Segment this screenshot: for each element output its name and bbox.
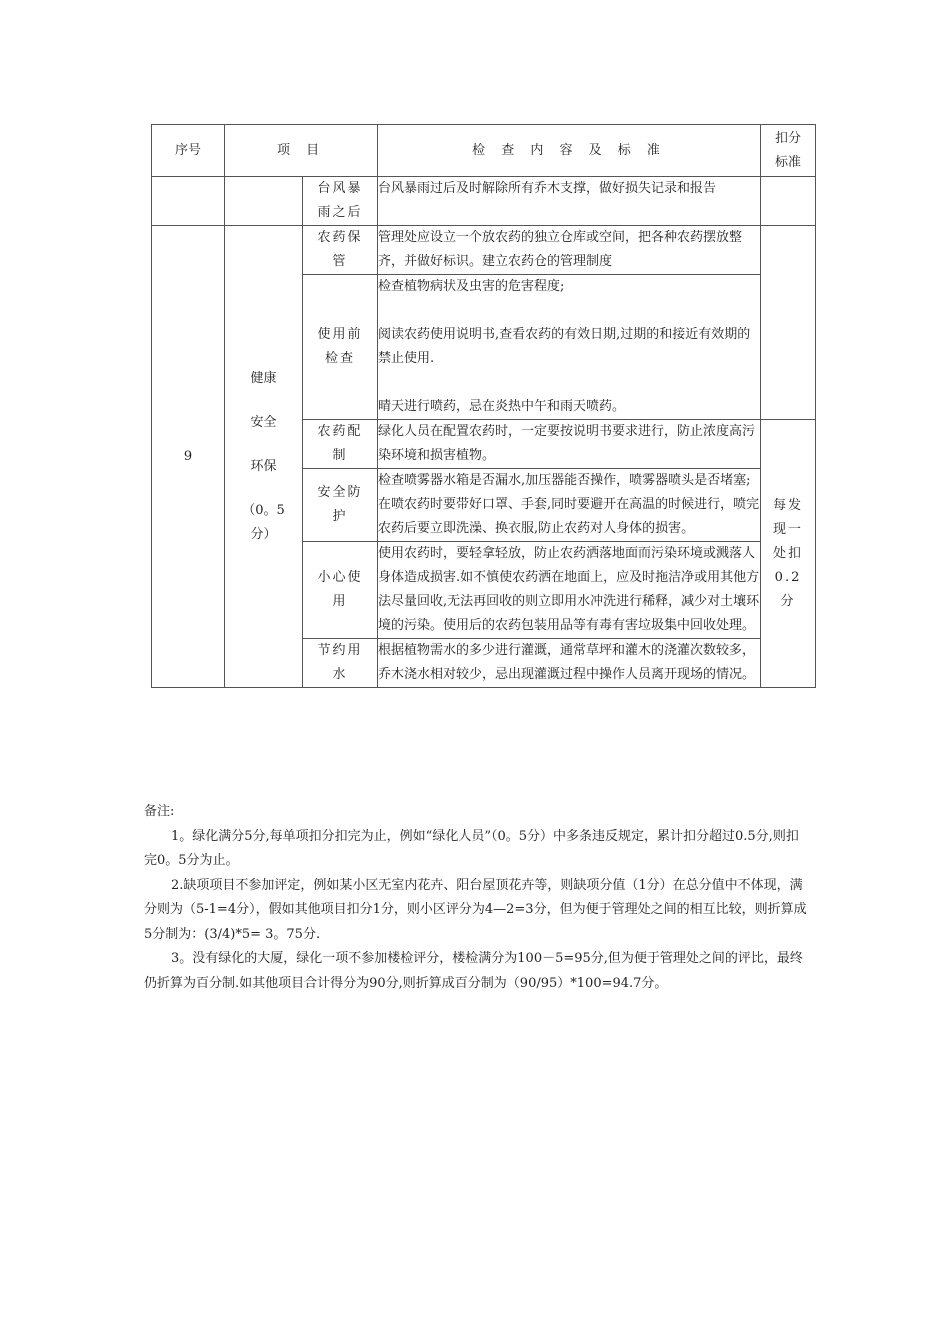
content-typhoon [378,177,761,226]
content-storage-text: 管理处应设立一个放农药的独立仓库或空间，把各种农药摆放整齐，并做好标识。建立农药仓的管理制度 [378,230,743,269]
category-line-5: 分） [250,526,277,542]
content-safety [378,469,761,542]
content-careful [378,542,761,639]
header-deduct-label: 扣分标准 [775,130,802,170]
subitem-careful-label: 小心使用 [317,570,363,609]
header-row [152,125,816,177]
note-1: 1。绿化满分5分,每单项扣分扣完为止，例如“绿化人员”（0。5分）中多条违反规定，累计扣分超过0.5分,则扣完0。5分为止。 [144,828,799,868]
subitem-storage [303,226,378,275]
content-careful-text: 使用农药时，要轻拿轻放，防止农药洒落地面而污染环境或溅落人身体造成损害.如不慎使农药洒在地面上，应及时拖洁净或用其他方法尽量回收,无法再回收的则立即用水冲洗进行稀释，减少对土壤环境的污染。使用后的农药包装用品等有毒有害垃圾集中回收处理。 [378,546,760,633]
header-standard: 检 查 内 容 及 标 准 [378,125,761,177]
notes-title: 备注: [144,804,175,819]
category-line-4: （0。5 [242,502,285,518]
empty-cat-cell [225,177,303,226]
subitem-water-label: 节约用水 [317,643,363,682]
section-category [225,226,303,688]
row-typhoon [152,177,816,226]
content-safety-line-1: 检查喷雾器水箱是否漏水,加压器能否操作，喷雾器喷头是否堵塞; [378,473,751,488]
subitem-mixing-label: 农药配制 [317,424,363,463]
category-line-1: 健康 [250,370,277,386]
content-precheck-line-1: 检查植物病状及虫害的危害程度; [378,279,565,294]
empty-num-cell [152,177,225,226]
subitem-safety-label: 安全防护 [317,485,363,524]
content-safety-line-2: 在喷农药时要带好口罩、手套,同时要避开在高温的时候进行，喷完农药后要立即洗澡、换衣服,防止农药对人身体的损害。 [378,497,760,536]
empty-deduct-upper [761,275,816,420]
note-2: 2.缺项项目不参加评定，例如某小区无室内花卉、阳台屋顶花卉等，则缺项分值（1分）在总分值中不体现，满分则为（5-1=4分），假如其他项目扣分1分，则小区评分为4—2=3分，但为便于管理处之间的相互比较，则折算成5分制为：(3/4)*5= 3。75分. [144,877,807,942]
content-precheck-line-2: 阅读农药使用说明书,查看农药的有效日期,过期的和接近有效期的禁止使用. [378,327,751,366]
row-storage [152,226,816,275]
content-mixing-text: 绿化人员在配置农药时，一定要按说明书要求进行，防止浓度高污染环境和损害植物。 [378,424,756,463]
deduct-standard [761,420,816,688]
content-water [378,639,761,688]
inspection-table [151,124,816,688]
empty-deduct-top [761,226,816,275]
header-item: 项 目 [225,125,378,177]
category-line-3: 环保 [250,458,277,474]
subitem-precheck-label: 使用前检查 [317,327,363,366]
content-precheck [378,275,761,420]
deduct-standard-text: 每发现一处扣0.2分 [773,497,804,609]
subitem-mixing [303,420,378,469]
note-3: 3。没有绿化的大厦，绿化一项不参加楼检评分，楼检满分为100－5=95分,但为便于管理处之间的评比，最终仍折算为百分制.如其他项目合计得分为90分,则折算成百分制为（90/95）*100=94.7分。 [144,951,803,991]
category-line-2: 安全 [250,414,277,430]
content-water-text: 根据植物需水的多少进行灌溉，通常草坪和灌木的浇灌次数较多，乔木浇水相对较少，忌出现灌溉过程中操作人员离开现场的情况。 [378,643,756,682]
header-deduct [761,125,816,177]
section-number: 9 [152,226,225,688]
header-num: 序号 [152,125,225,177]
content-precheck-line-3: 晴天进行喷药，忌在炎热中午和雨天喷药。 [378,399,626,414]
content-typhoon-text: 台风暴雨过后及时解除所有乔木支撑，做好损失记录和报告 [378,181,717,196]
subitem-typhoon-label: 台风暴雨之后 [317,181,363,220]
notes-section [144,800,808,996]
content-mixing [378,420,761,469]
empty-deduct-cell [761,177,816,226]
content-storage [378,226,761,275]
subitem-careful [303,542,378,639]
subitem-water [303,639,378,688]
subitem-safety [303,469,378,542]
subitem-typhoon [303,177,378,226]
subitem-storage-label: 农药保管 [317,230,363,269]
subitem-precheck [303,275,378,420]
